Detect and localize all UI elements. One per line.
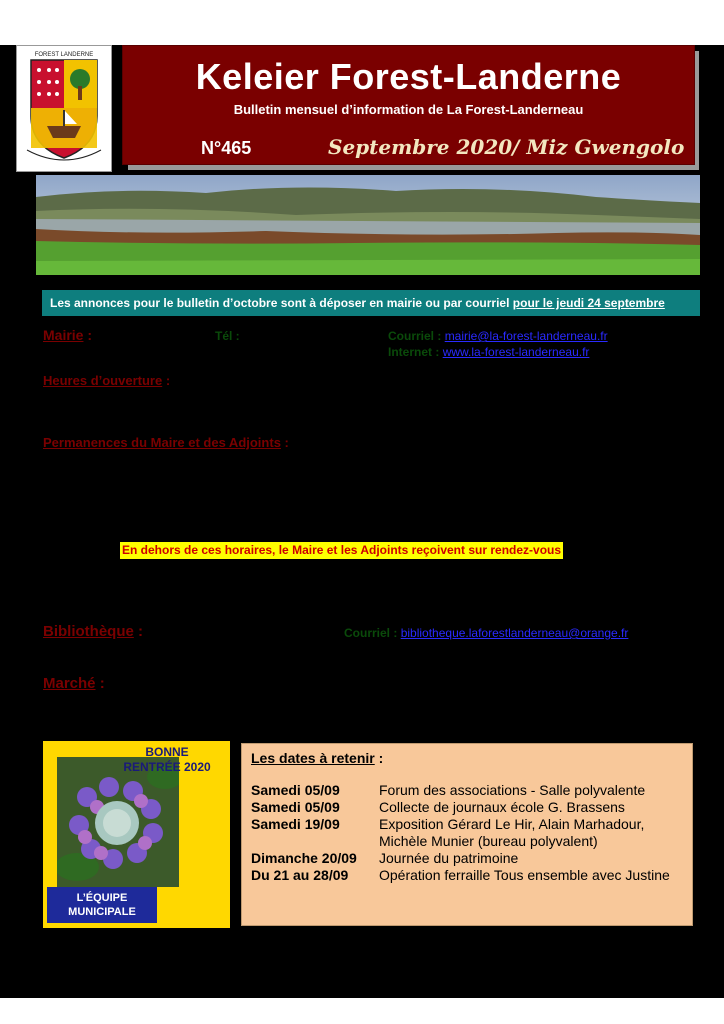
mairie-tel-label: Tél : bbox=[215, 329, 240, 343]
key-dates-title: Les dates à retenir : bbox=[251, 750, 384, 766]
date-label: Dimanche 20/09 bbox=[251, 850, 357, 866]
market-heading: Marché : bbox=[43, 675, 105, 692]
crest-motto: FOREST LANDERNE bbox=[34, 52, 94, 58]
poster-greeting: BONNE RENTRÉE 2020 bbox=[123, 745, 211, 774]
library-email-row: Courriel : bibliotheque.laforestlanderneau@orange.fr bbox=[344, 626, 629, 640]
announcement-bar bbox=[42, 290, 700, 316]
date-label: Du 21 au 28/09 bbox=[251, 867, 349, 883]
library-heading: Bibliothèque : bbox=[43, 623, 143, 640]
date-label: Samedi 05/09 bbox=[251, 782, 340, 798]
poster-signature: L’ÉQUIPE MUNICIPALE bbox=[47, 887, 157, 923]
bulletin-page bbox=[0, 45, 724, 998]
landscape-photo bbox=[36, 175, 700, 275]
hours-heading: Heures d’ouverture : bbox=[43, 373, 171, 388]
bulletin-title: Keleier Forest-Landerne bbox=[195, 56, 622, 97]
date-event: Collecte de journaux école G. Brassens bbox=[379, 799, 625, 815]
mairie-web-link[interactable]: www.la-forest-landerneau.fr bbox=[442, 345, 590, 359]
mairie-heading: Mairie : bbox=[43, 327, 93, 343]
date-label: Samedi 19/09 bbox=[251, 816, 340, 832]
date-event: Exposition Gérard Le Hir, Alain Marhadour, Michèle Munier (bureau polyvalent) bbox=[379, 816, 645, 849]
town-crest-logo bbox=[16, 45, 112, 172]
key-dates-box bbox=[241, 743, 693, 926]
date-label: Samedi 05/09 bbox=[251, 799, 340, 815]
appointment-notice: En dehors de ces horaires, le Maire et les Adjoints reçoivent sur rendez-vous bbox=[122, 543, 562, 557]
date-event: Journée du patrimoine bbox=[379, 850, 519, 866]
issue-date: Septembre 2020/ Miz Gwengolo bbox=[328, 135, 685, 159]
mairie-web-row: Internet : www.la-forest-landerneau.fr bbox=[388, 345, 590, 359]
announcement-text: Les annonces pour le bulletin d’octobre sont à déposer en mairie ou par courriel bbox=[50, 296, 510, 310]
library-email-link[interactable]: bibliotheque.laforestlanderneau@orange.fr bbox=[400, 626, 629, 640]
masthead bbox=[122, 45, 695, 165]
mairie-email-link[interactable]: mairie@la-forest-landerneau.fr bbox=[444, 329, 608, 343]
issue-number: N°465 bbox=[201, 138, 252, 158]
hydrangea-image bbox=[57, 757, 179, 887]
announcement-deadline: pour le jeudi 24 septembre bbox=[512, 296, 665, 310]
mairie-email-row: Courriel : mairie@la-forest-landerneau.fr bbox=[388, 329, 608, 343]
date-event: Opération ferraille Tous ensemble avec Justine bbox=[379, 867, 670, 883]
rentree-poster bbox=[43, 741, 230, 928]
permanences-heading: Permanences du Maire et des Adjoints : bbox=[43, 435, 289, 450]
bulletin-subtitle: Bulletin mensuel d’information de La Forest-Landerneau bbox=[233, 102, 584, 117]
date-event: Forum des associations - Salle polyvalente bbox=[379, 782, 646, 798]
